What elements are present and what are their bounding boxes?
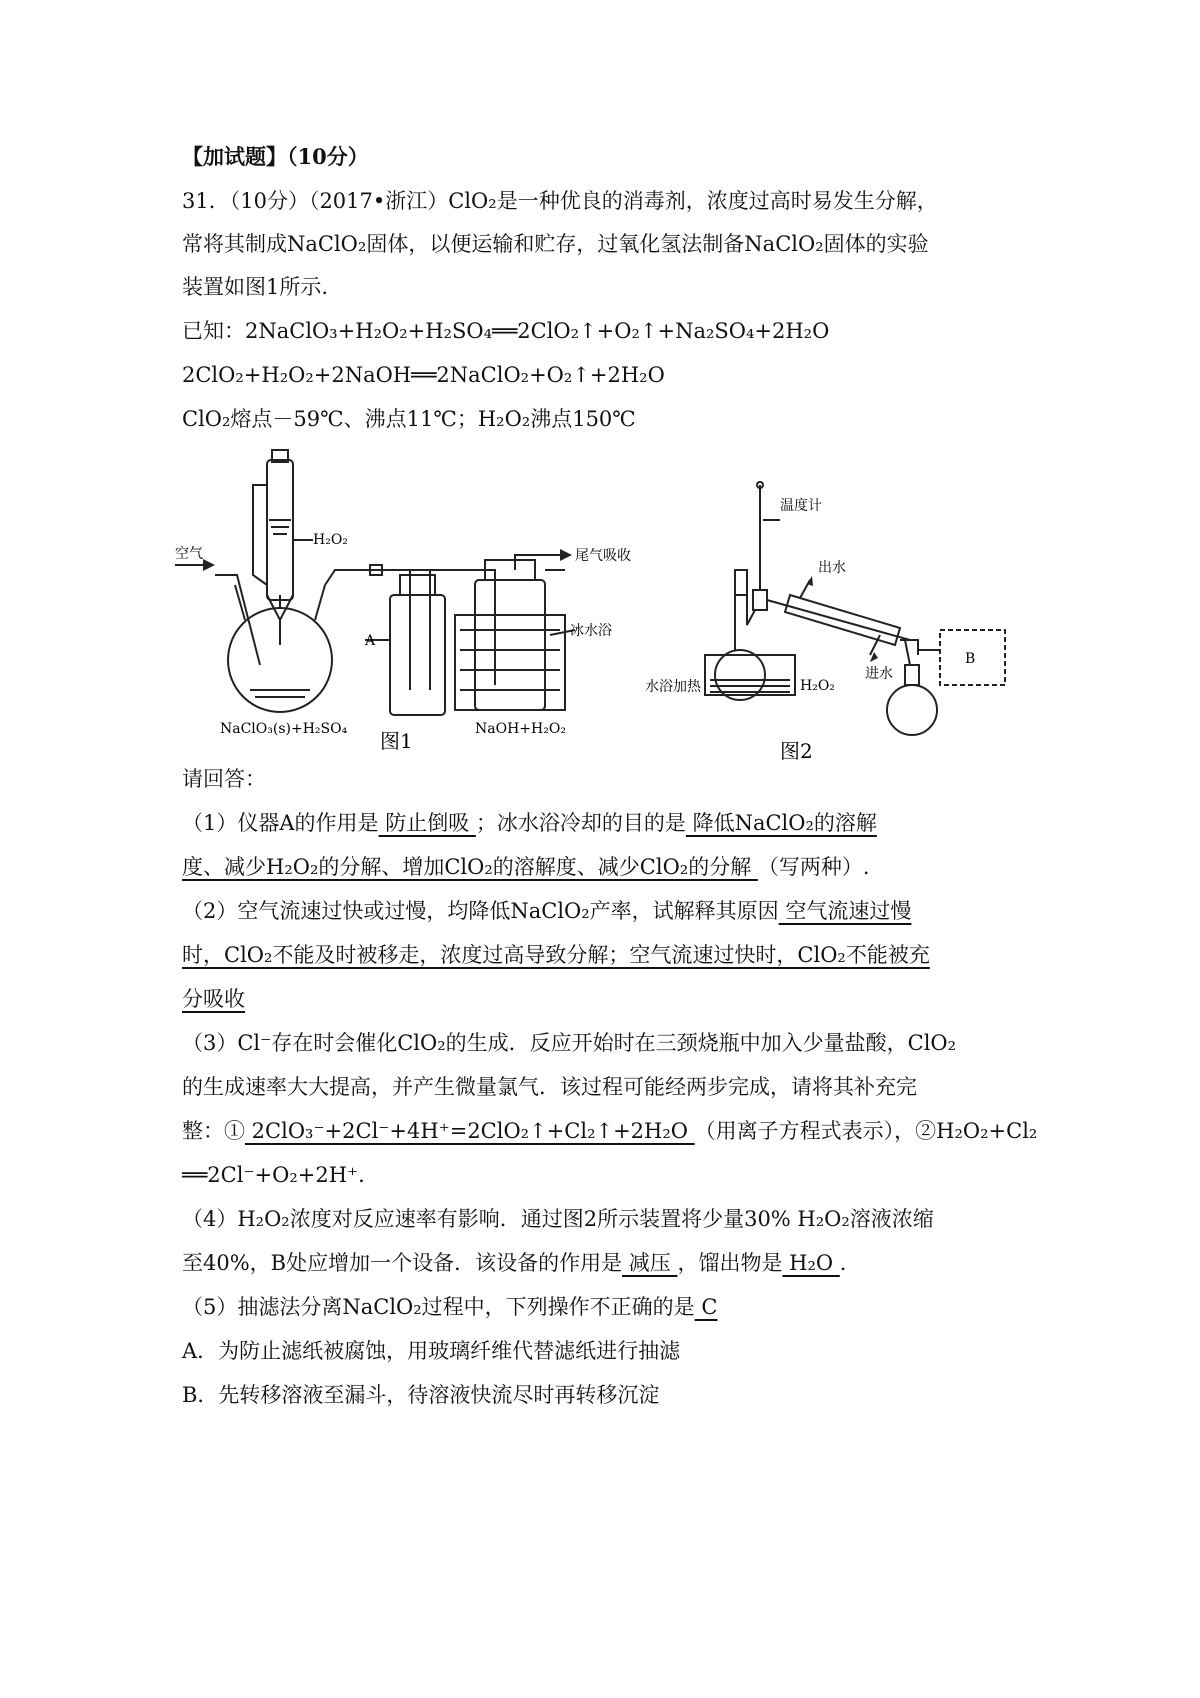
fig2-label-water-in: 进水 [865, 666, 893, 682]
q1-line2 [182, 852, 870, 882]
q4-prompt-3: . [839, 1251, 847, 1275]
fig2-label-b: B [965, 651, 976, 667]
q4-answer-1: 减压 [622, 1251, 678, 1275]
q3-prompt-2: （用离子方程式表示），②H₂O₂+Cl₂ [694, 1119, 1038, 1143]
q3-line4: ══2Cl⁻+O₂+2H⁺. [182, 1163, 365, 1187]
q1-line1 [182, 808, 877, 838]
q5-prompt: （5）抽滤法分离NaClO₂过程中，下列操作不正确的是 [182, 1295, 695, 1319]
q5-option-a: A．为防止滤纸被腐蚀，用玻璃纤维代替滤纸进行抽滤 [182, 1339, 681, 1363]
q4-prompt-2: ，馏出物是 [677, 1251, 783, 1275]
q1-prompt-3: （写两种）. [757, 855, 870, 879]
fig1-label-h2o2: H₂O₂ [313, 532, 348, 548]
q5-option-b: B．先转移溶液至漏斗，待溶液快流尽时再转移沉淀 [182, 1383, 660, 1407]
fig1-label-flask: NaClO₃(s)+H₂SO₄ [220, 721, 348, 737]
q2-line3 [182, 984, 245, 1014]
q4-prompt-1: 至40%，B处应增加一个设备．该设备的作用是 [182, 1251, 623, 1275]
known-equation-2: 2ClO₂+H₂O₂+2NaOH══2NaClO₂+O₂↑+2H₂O [182, 363, 665, 387]
q4-answer-2: H₂O [782, 1251, 840, 1275]
fig2-label-water-out: 出水 [818, 560, 846, 576]
figure-2-apparatus [645, 480, 1065, 770]
question-intro-line2: 常将其制成NaClO₂固体，以便运输和贮存，过氧化氢法制备NaClO₂固体的实验 [182, 232, 929, 256]
q3-answer: 2ClO₃⁻+2Cl⁻+4H⁺=2ClO₂↑+Cl₂↑+2H₂O [245, 1119, 695, 1143]
q2-line1 [182, 896, 911, 926]
q1-prompt-1: （1）仪器A的作用是 [182, 811, 379, 835]
fig2-caption: 图2 [780, 739, 813, 763]
fig2-label-bath: 水浴加热 [645, 679, 701, 695]
q5-line1 [182, 1292, 717, 1322]
q5-answer: C [694, 1295, 718, 1319]
q4-line2 [182, 1248, 846, 1278]
q1-answer-2-line1: 降低NaClO₂的溶解 [685, 811, 877, 835]
question-intro-line3: 装置如图1所示. [182, 275, 329, 299]
q2-answer-line2: 时，ClO₂不能及时被移走，浓度过高导致分解；空气流速过快时，ClO₂不能被充 [182, 943, 930, 967]
q2-prompt: （2）空气流速过快或过慢，均降低NaClO₂产率，试解释其原因 [182, 899, 779, 923]
q2-answer-line3: 分吸收 [182, 987, 245, 1011]
question-intro-line1: 31．（10分）（2017•浙江）ClO₂是一种优良的消毒剂，浓度过高时易发生分解， [182, 189, 938, 213]
fig1-label-air: 空气 [175, 546, 203, 562]
known-properties: ClO₂熔点－59℃、沸点11℃；H₂O₂沸点150℃ [182, 407, 636, 431]
q4-line1: （4）H₂O₂浓度对反应速率有影响．通过图2所示装置将少量30% H₂O₂溶液浓缩 [182, 1207, 934, 1231]
q3-line2: 的生成速率大大提高，并产生微量氯气．该过程可能经两步完成，请将其补充完 [182, 1075, 917, 1099]
fig1-label-a: A [365, 633, 376, 649]
please-answer: 请回答： [182, 767, 266, 791]
q1-prompt-2: ；冰水浴冷却的目的是 [475, 811, 686, 835]
q1-answer-1: 防止倒吸 [378, 811, 476, 835]
q2-line2 [182, 940, 930, 970]
fig1-label-absorb: NaOH+H₂O₂ [475, 721, 566, 737]
section-header: 【加试题】（10分） [182, 144, 369, 169]
fig2-label-h2o2: H₂O₂ [800, 678, 835, 694]
known-label: 已知： [182, 319, 245, 343]
fig1-caption: 图1 [380, 729, 413, 753]
fig2-label-thermometer: 温度计 [780, 498, 822, 514]
q3-line1: （3）Cl⁻存在时会催化ClO₂的生成．反应开始时在三颈烧瓶中加入少量盐酸，ClO₂ [182, 1031, 957, 1055]
fig1-label-ice-bath: 冰水浴 [570, 623, 612, 639]
equation-1: 2NaClO₃+H₂O₂+H₂SO₄══2ClO₂↑+O₂↑+Na₂SO₄+2H₂O [245, 319, 830, 343]
q3-prompt-1: 整：① [182, 1119, 245, 1143]
q1-answer-2-line2: 度、减少H₂O₂的分解、增加ClO₂的溶解度、减少ClO₂的分解 [182, 855, 758, 879]
q2-answer-line1: 空气流速过慢 [778, 899, 912, 923]
figure-1-apparatus [175, 445, 695, 765]
known-equation-1 [182, 316, 829, 346]
q3-line3 [182, 1116, 1037, 1146]
fig1-label-tail-gas: 尾气吸收 [575, 548, 631, 564]
